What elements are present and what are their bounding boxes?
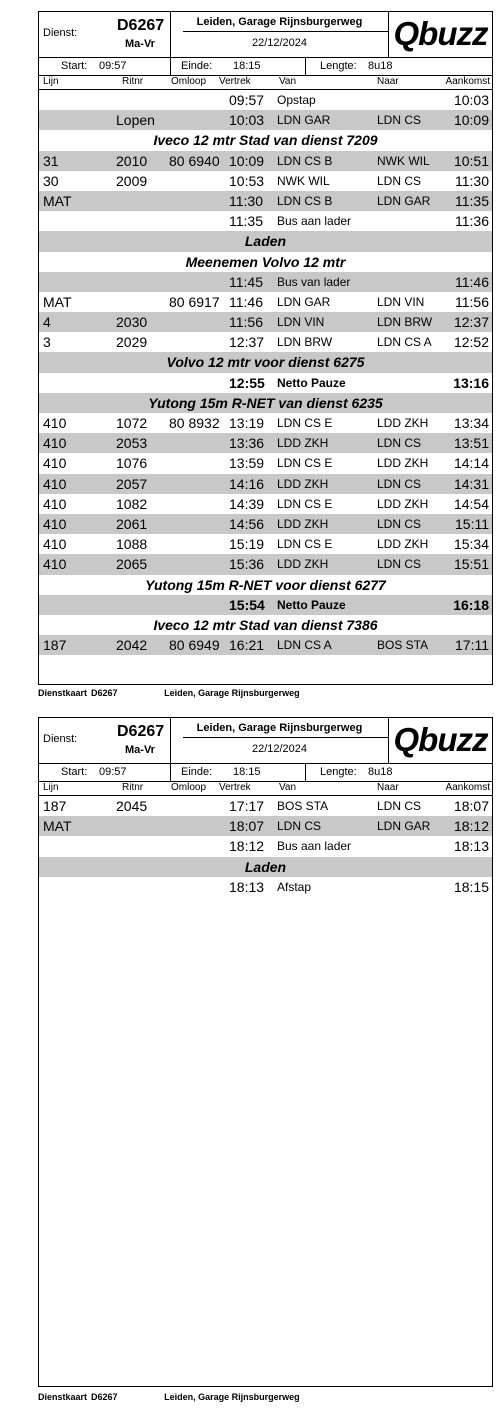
vertrek-cell: 10:09 [229,152,265,169]
ritnr-cell: 1088 [116,536,148,553]
ritnr-cell: 1076 [116,455,148,472]
omloop-cell: 80 6940 [169,152,220,169]
vertrek-cell: 12:37 [229,334,265,351]
aankomst-cell: 17:11 [455,637,489,654]
table-row [39,413,492,433]
table-row [39,796,492,816]
pause-end: 13:16 [453,374,489,391]
van-cell: Bus aan lader [277,214,352,229]
page-footer [38,1392,322,1402]
ritnr-cell: 2057 [116,475,148,492]
aankomst-cell: 15:11 [455,515,489,532]
ritnr-cell: 2065 [116,556,148,573]
location-cell [171,12,389,57]
table-row [39,171,492,191]
length-label: Lengte: [320,766,357,778]
lijn-cell: 410 [43,495,67,512]
col-ritnr: Ritnr [122,782,144,793]
aankomst-cell: 15:51 [453,556,489,573]
location-name: Leiden, Garage Rijnsburgerweg [196,722,363,734]
naar-cell: LDN CS [377,436,422,451]
naar-cell: LDN CS [377,476,422,491]
column-header [39,76,492,90]
col-omloop: Omloop [171,76,207,87]
ritnr-cell: 1072 [116,415,148,431]
van-cell: BOS STA [277,799,329,813]
aankomst-cell: 11:46 [455,273,489,290]
times-bar [39,764,492,782]
table-row [39,332,492,352]
vehicle-banner: Yutong 15m R-NET van dienst 6235 [39,393,492,413]
naar-cell: NWK WIL [377,153,430,168]
dienst-code: D6267 [117,723,165,740]
trip-rows [39,90,492,655]
vertrek-cell: 10:53 [229,172,265,189]
vertrek-cell: 11:46 [229,293,263,310]
van-cell: LDN GAR [277,113,331,128]
pause-row [39,595,492,615]
logo-cell [389,12,492,57]
van-cell: Bus aan lader [277,839,352,854]
van-cell: LDN CS E [277,496,333,511]
naar-cell: LDD ZKH [377,496,429,511]
ritnr-cell: 2010 [116,152,148,169]
trip-rows [39,796,492,897]
aankomst-cell: 11:30 [455,172,489,189]
table-row [39,554,492,574]
table-row [39,292,492,312]
pause-start: 15:54 [229,596,265,613]
lijn-cell: 4 [43,314,51,331]
vertrek-cell: 14:56 [229,515,265,532]
table-row [39,635,492,655]
naar-cell: BOS STA [377,638,429,653]
footer-location: Leiden, Garage Rijnsburgerweg [164,688,300,698]
aankomst-cell: 11:36 [455,213,489,230]
table-row [39,433,492,453]
dienstkaart-sheet-2 [38,717,493,1387]
ritnr-cell: 1082 [116,495,148,512]
omloop-cell: 80 8932 [169,415,220,431]
sheet-header [39,12,492,58]
col-lijn: Lijn [43,782,59,793]
dienst-days: Ma-Vr [125,38,155,50]
vertrek-cell: 15:36 [229,556,265,573]
aankomst-cell: 14:54 [453,495,489,512]
vehicle-banner: Laden [39,231,492,251]
vertrek-cell: 17:17 [229,798,265,814]
table-row [39,151,492,171]
naar-cell: LDD ZKH [377,537,429,552]
aankomst-cell: 18:07 [453,798,489,814]
dienstkaart-sheet-1 [38,11,493,685]
length-label: Lengte: [320,60,357,72]
van-cell: Opstap [277,93,316,107]
van-cell: LDN CS E [277,537,333,552]
table-row [39,191,492,211]
pause-end: 16:18 [453,596,489,613]
aankomst-cell: 12:37 [453,314,489,331]
van-cell: LDN CS A [277,638,332,653]
table-row [39,474,492,494]
aankomst-cell: 14:31 [453,475,489,492]
vehicle-banner: Laden [39,857,492,877]
van-cell: LDN GAR [277,294,331,309]
aankomst-cell: 13:51 [453,435,489,452]
van-cell: LDN CS [277,819,322,834]
aankomst-cell: 18:12 [453,818,489,835]
naar-cell: LDD ZKH [377,456,429,471]
col-ritnr: Ritnr [122,76,144,87]
vertrek-cell: 18:12 [229,838,265,855]
dienst-cell [39,718,171,763]
end-label: Einde: [181,766,213,778]
aankomst-cell: 10:03 [453,92,489,108]
ritnr-cell: 2061 [116,515,148,532]
lijn-cell: MAT [43,192,72,209]
table-row [39,90,492,110]
ritnr-cell: 2042 [116,637,148,654]
van-cell: LDD ZKH [277,476,329,491]
dienst-label: Dienst: [43,733,78,745]
vertrek-cell: 13:36 [229,435,265,452]
vertrek-cell: 11:35 [229,213,263,230]
lijn-cell: 410 [43,455,67,472]
start-time: 09:57 [99,60,127,72]
van-cell: LDN CS E [277,456,333,471]
vertrek-cell: 10:03 [229,112,265,129]
vehicle-banner: Meenemen Volvo 12 mtr [185,253,346,270]
vertrek-cell: 16:21 [229,637,265,654]
table-row [39,110,492,130]
dienst-code: D6267 [117,17,165,34]
naar-cell: LDN CS [377,173,422,188]
times-bar [39,58,492,76]
lijn-cell: 410 [43,515,67,532]
footer-location: Leiden, Garage Rijnsburgerweg [164,1392,300,1402]
van-cell: LDD ZKH [277,516,329,531]
aankomst-cell: 11:35 [455,192,489,209]
aankomst-cell: 18:15 [453,878,489,895]
aankomst-cell: 13:34 [453,415,489,431]
col-naar: Naar [377,782,399,793]
lijn-cell: 410 [43,556,67,573]
col-omloop: Omloop [171,782,207,793]
vertrek-cell: 18:07 [229,818,265,835]
van-cell: Bus van lader [277,274,351,289]
pause-row [39,373,492,393]
van-cell: LDN CS E [277,416,333,430]
logo-cell [389,718,492,763]
table-row [39,494,492,514]
aankomst-cell: 11:56 [455,293,489,310]
naar-cell: LDN GAR [377,193,431,208]
pause-label: Netto Pauze [277,597,346,612]
pause-start: 12:55 [229,374,265,391]
van-cell: LDD ZKH [277,436,329,451]
lijn-cell: 187 [43,798,67,814]
vertrek-cell: 14:16 [229,475,265,492]
footer-label: Dienstkaart D6267 [38,1392,118,1402]
qbuzz-logo: Qbuzz [393,15,488,52]
vehicle-banner: Iveco 12 mtr Stad van dienst 7209 [153,132,378,149]
start-label: Start: [61,60,88,72]
naar-cell: LDN VIN [377,294,425,309]
ritnr-cell: Lopen [116,112,155,129]
ritnr-cell: 2009 [116,172,148,189]
van-cell: Afstap [277,879,312,894]
vertrek-cell: 18:13 [229,878,265,895]
lijn-cell: 410 [43,415,67,431]
lijn-cell: MAT [43,293,72,310]
end-label: Einde: [181,60,213,72]
lijn-cell: 410 [43,435,67,452]
vertrek-cell: 11:30 [229,192,263,209]
dienst-label: Dienst: [43,27,78,39]
length-value: 8u18 [368,60,393,72]
lijn-cell: 410 [43,536,67,553]
service-date: 22/12/2024 [251,743,308,755]
start-label: Start: [61,766,88,778]
column-header [39,782,492,796]
dienst-cell [39,12,171,57]
naar-cell: LDN GAR [377,819,431,834]
vehicle-banner: Volvo 12 mtr voor dienst 6275 [39,352,492,372]
omloop-cell: 80 6949 [169,637,220,654]
van-cell: LDN VIN [277,315,325,330]
end-time: 18:15 [233,766,261,778]
aankomst-cell: 10:51 [453,152,489,169]
table-row [39,877,492,897]
col-van: Van [279,76,297,87]
table-row [39,211,492,231]
table-row [39,453,492,473]
ritnr-cell: 2030 [116,314,148,331]
naar-cell: LDN CS A [377,335,432,350]
van-cell: LDN CS B [277,193,333,208]
naar-cell: LDN CS [377,557,422,572]
table-row [39,272,492,292]
aankomst-cell: 10:09 [453,112,489,129]
aankomst-cell: 18:13 [453,838,489,855]
table-row [39,816,492,836]
aankomst-cell: 12:52 [453,334,489,351]
end-time: 18:15 [233,60,261,72]
page-footer [38,688,322,698]
vertrek-cell: 13:59 [229,455,265,472]
vertrek-cell: 13:19 [229,415,265,431]
location-cell [171,718,389,763]
vehicle-banner: Yutong 15m R-NET voor dienst 6277 [145,576,386,593]
table-row [39,836,492,856]
ritnr-cell: 2053 [116,435,148,452]
vertrek-cell: 11:56 [229,314,263,331]
naar-cell: LDN BRW [377,315,433,330]
table-row [39,514,492,534]
aankomst-cell: 14:14 [453,455,489,472]
dienst-days: Ma-Vr [125,744,155,756]
naar-cell: LDD ZKH [377,416,429,430]
col-aankomst: Aankomst [445,782,490,793]
lijn-cell: 30 [43,172,59,189]
col-naar: Naar [377,76,399,87]
sheet-header [39,718,492,764]
naar-cell: LDN CS [377,516,422,531]
omloop-cell: 80 6917 [169,293,220,310]
qbuzz-logo: Qbuzz [393,721,488,758]
lijn-cell: MAT [43,818,72,835]
vehicle-banner: Iveco 12 mtr Stad van dienst 7386 [153,616,378,633]
lijn-cell: 187 [43,637,67,654]
aankomst-cell: 15:34 [453,536,489,553]
lijn-cell: 31 [43,152,59,169]
lijn-cell: 3 [43,334,51,351]
col-lijn: Lijn [43,76,59,87]
naar-cell: LDN CS [377,113,422,128]
vertrek-cell: 15:19 [229,536,265,553]
table-row [39,312,492,332]
vertrek-cell: 14:39 [229,495,265,512]
service-date: 22/12/2024 [251,37,308,49]
col-van: Van [279,782,297,793]
col-aankomst: Aankomst [445,76,490,87]
naar-cell: LDN CS [377,799,422,813]
van-cell: LDN BRW [277,335,333,350]
start-time: 09:57 [99,766,127,778]
vertrek-cell: 09:57 [229,92,265,108]
footer-label: Dienstkaart D6267 [38,688,118,698]
col-vertrek: Vertrek [219,782,251,793]
ritnr-cell: 2029 [116,334,148,351]
van-cell: LDD ZKH [277,557,329,572]
van-cell: LDN CS B [277,153,333,168]
vertrek-cell: 11:45 [229,273,263,290]
ritnr-cell: 2045 [116,798,148,814]
length-value: 8u18 [368,766,393,778]
location-name: Leiden, Garage Rijnsburgerweg [196,16,363,28]
table-row [39,534,492,554]
van-cell: NWK WIL [277,173,330,188]
col-vertrek: Vertrek [219,76,251,87]
pause-label: Netto Pauze [277,375,346,390]
lijn-cell: 410 [43,475,67,492]
